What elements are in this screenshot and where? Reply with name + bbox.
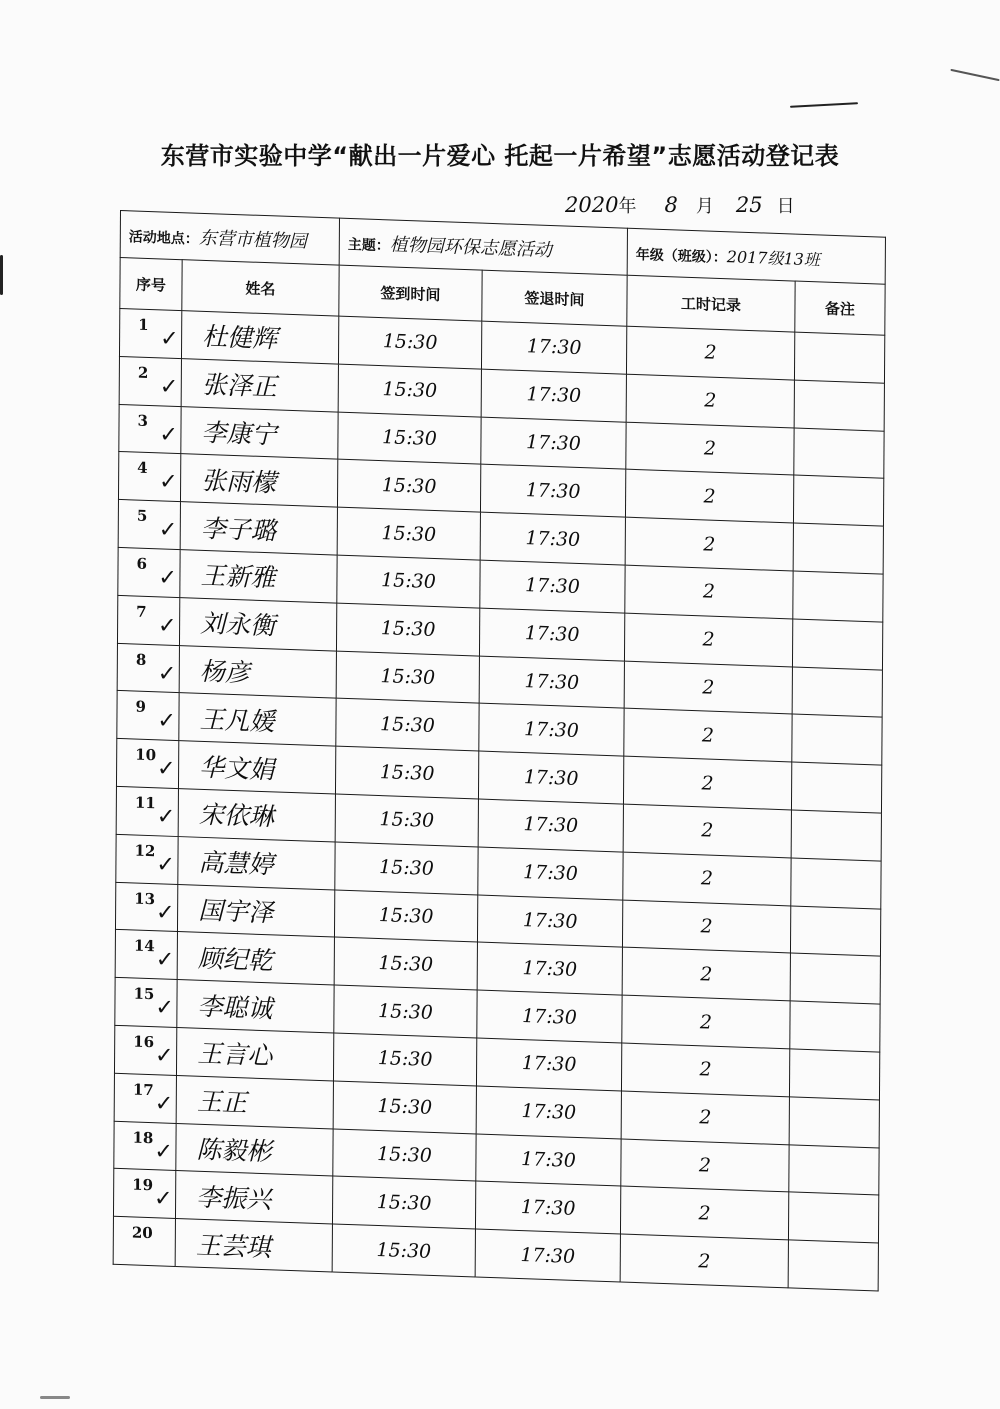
check-mark-icon: ✓ [154,1138,173,1165]
name-cell: 国宇泽 [177,884,334,937]
location-value: 东营市植物园 [198,227,307,253]
seq-number: 4 [137,458,148,478]
checkin-cell: 15:30 [332,1224,475,1277]
checkin-cell: 15:30 [338,316,481,369]
seq-cell [115,930,177,980]
name-cell: 王正 [176,1075,333,1128]
hours-cell: 2 [621,1043,789,1097]
date-day: 25 [735,193,763,217]
registration-sheet [113,210,885,1291]
seq-cell [113,1169,175,1219]
name-cell: 高慧婷 [178,836,335,889]
checkin-cell: 15:30 [338,364,481,417]
seq-cell [114,1025,176,1075]
seq-cell [116,786,178,836]
checkout-cell: 17:30 [478,847,623,900]
hours-cell: 2 [625,517,793,571]
scan-mark-top-right [790,102,858,108]
name-cell: 李聪诚 [177,980,334,1033]
check-mark-icon: ✓ [156,804,176,830]
scan-mark-left-edge [0,255,3,295]
remarks-cell [794,380,884,431]
checkin-cell: 15:30 [332,1176,475,1229]
seq-cell [116,739,178,789]
scan-mark-top-edge [950,69,999,81]
checkout-cell: 17:30 [479,608,624,661]
hours-cell: 2 [622,947,790,1001]
checkin-cell: 15:30 [336,698,479,751]
seq-cell [118,547,180,597]
remarks-cell [788,1192,878,1243]
seq-number: 18 [132,1128,154,1147]
check-mark-icon: ✓ [154,1090,174,1117]
checkout-cell: 17:30 [477,942,622,995]
remarks-cell [794,428,884,479]
check-mark-icon: ✓ [155,947,175,974]
check-mark-icon: ✓ [158,613,177,639]
hours-cell: 2 [622,900,790,954]
date-day-unit: 日 [776,196,795,217]
checkin-cell: 15:30 [333,1033,476,1086]
seq-number: 20 [131,1223,153,1243]
seq-number: 8 [135,650,147,669]
checkin-cell: 15:30 [334,985,477,1038]
check-mark-icon: ✓ [159,469,178,496]
seq-cell [119,404,181,454]
checkout-cell: 17:30 [480,464,625,517]
hours-cell: 2 [621,1139,789,1193]
remarks-cell [794,332,884,383]
checkout-cell: 17:30 [481,417,626,470]
date-year-unit: 年 [618,196,637,217]
hours-cell: 2 [620,1186,788,1240]
checkout-cell: 17:30 [477,895,622,948]
checkin-cell: 15:30 [335,794,478,847]
seq-cell [119,356,181,406]
hours-cell: 2 [626,326,794,380]
check-mark-icon: ✓ [154,1186,173,1213]
date-year: 2020 [565,193,619,217]
name-cell: 刘永衡 [179,597,336,650]
checkin-cell: 15:30 [337,460,480,513]
hours-cell: 2 [624,708,792,762]
seq-number: 9 [135,697,147,717]
checkout-cell: 17:30 [477,990,622,1043]
seq-number: 14 [133,936,155,956]
registration-table [113,210,886,1291]
remarks-cell [789,1097,879,1148]
checkout-cell: 17:30 [476,1038,621,1091]
check-mark-icon: ✓ [157,660,177,687]
remarks-cell [791,858,881,909]
hours-cell: 2 [622,995,790,1049]
hours-cell: 2 [620,1234,788,1288]
hours-cell: 2 [623,804,791,858]
checkout-cell: 17:30 [475,1181,620,1234]
name-cell: 宋依琳 [178,789,335,842]
checkin-cell: 15:30 [333,1129,476,1182]
name-cell: 顾纪乾 [177,932,334,985]
name-cell: 王凡媛 [179,693,336,746]
name-cell: 张雨檬 [180,454,337,507]
check-mark-icon: ✓ [160,326,179,353]
seq-number: 3 [137,411,149,430]
rows-body [113,308,885,1290]
hours-cell: 2 [624,613,792,667]
seq-number: 1 [138,315,149,335]
seq-cell [114,1073,176,1123]
seq-number: 19 [132,1175,154,1195]
hours-cell: 2 [621,1091,789,1145]
seq-number: 12 [134,841,156,861]
location-cell [120,211,339,266]
check-mark-icon: ✓ [158,565,177,591]
name-cell: 李康宁 [181,406,338,459]
remarks-cell [793,475,883,526]
name-cell: 王新雅 [180,550,337,603]
remarks-cell [790,953,880,1004]
checkout-cell: 17:30 [476,1086,621,1139]
remarks-cell [790,1001,880,1052]
remarks-cell [788,1240,878,1291]
checkout-cell: 17:30 [480,560,625,613]
checkout-cell: 17:30 [476,1134,621,1187]
remarks-cell [793,523,883,574]
checkin-cell: 15:30 [334,937,477,990]
form-date [565,192,795,218]
name-cell: 王言心 [176,1027,333,1080]
checkout-cell: 17:30 [478,751,623,804]
check-mark-icon: ✓ [158,517,178,544]
remarks-cell [792,667,882,718]
seq-cell [115,978,177,1028]
hours-cell: 2 [623,756,791,810]
hours-cell: 2 [626,374,794,428]
remarks-cell [793,571,883,622]
checkout-cell: 17:30 [475,1229,620,1282]
check-mark-icon: ✓ [155,1043,174,1069]
checkin-cell: 15:30 [335,746,478,799]
name-cell: 陈毅彬 [176,1123,333,1176]
name-cell: 李振兴 [175,1171,332,1224]
seq-number: 13 [134,889,156,908]
hours-cell: 2 [623,852,791,906]
name-cell: 杨彦 [179,645,336,698]
checkout-cell: 17:30 [481,369,626,422]
seq-cell [119,308,181,358]
theme-value: 植物园环保志愿活动 [389,234,552,262]
checkin-cell: 15:30 [335,842,478,895]
header-checkout: 签退时间 [482,270,627,326]
seq-cell [118,500,180,550]
seq-number: 17 [132,1080,154,1099]
seq-number: 6 [136,554,148,573]
name-cell: 李子璐 [180,502,337,555]
checkin-cell: 15:30 [337,507,480,560]
seq-number: 16 [133,1032,155,1052]
seq-cell [117,595,179,645]
seq-cell [115,882,177,932]
checkin-cell: 15:30 [334,890,477,943]
remarks-cell [791,762,881,813]
seq-cell [117,691,179,741]
date-month: 8 [664,193,678,217]
date-month-unit: 月 [695,196,714,217]
checkin-cell: 15:30 [336,651,479,704]
seq-number: 15 [133,984,155,1004]
checkin-cell: 15:30 [333,1081,476,1134]
remarks-cell [791,810,881,861]
grade-value: 2017级13班 [726,246,820,269]
check-mark-icon: ✓ [156,899,175,926]
location-label: 活动地点： [128,229,199,248]
check-mark-icon: ✓ [159,421,178,448]
seq-cell [113,1216,175,1266]
remarks-cell [790,905,880,956]
checkout-cell: 17:30 [481,321,626,374]
header-remarks: 备注 [795,281,885,335]
seq-number: 11 [134,793,156,813]
seq-number: 5 [136,506,148,526]
hours-cell: 2 [626,422,794,476]
name-cell: 王芸琪 [175,1219,332,1272]
checkin-cell: 15:30 [337,555,480,608]
header-seq: 序号 [120,258,182,311]
seq-cell [118,452,180,502]
name-cell: 张泽正 [181,358,338,411]
seq-cell [117,643,179,693]
checkin-cell: 15:30 [336,603,479,656]
seq-number: 10 [135,745,157,765]
name-cell: 杜健辉 [181,311,338,364]
seq-number: 2 [137,363,149,382]
checkout-cell: 17:30 [480,512,625,565]
header-name: 姓名 [182,260,339,316]
scan-mark-bottom-left [40,1396,70,1399]
remarks-cell [789,1144,879,1195]
hours-cell: 2 [625,565,793,619]
remarks-cell [792,714,882,765]
theme-label: 主题： [347,236,390,255]
seq-cell [116,834,178,884]
check-mark-icon: ✓ [156,852,175,878]
checkout-cell: 17:30 [478,799,623,852]
name-cell: 华文娟 [178,741,335,794]
check-mark-icon: ✓ [157,708,176,735]
seq-number: 7 [136,602,147,621]
remarks-cell [789,1049,879,1100]
check-mark-icon: ✓ [157,756,176,783]
hours-cell: 2 [625,470,793,524]
checkout-cell: 17:30 [479,703,624,756]
hours-cell: 2 [624,661,792,715]
remarks-cell [792,619,882,670]
grade-label: 年级（班级）： [635,246,727,266]
header-hours: 工时记录 [627,275,795,332]
header-checkin: 签到时间 [339,265,482,321]
check-mark-icon: ✓ [155,995,174,1022]
check-mark-icon: ✓ [159,374,179,400]
form-title: 东营市实验中学“献出一片爱心 托起一片希望”志愿活动登记表 [160,142,840,170]
checkout-cell: 17:30 [479,656,624,709]
seq-cell [114,1121,176,1171]
checkin-cell: 15:30 [338,412,481,465]
